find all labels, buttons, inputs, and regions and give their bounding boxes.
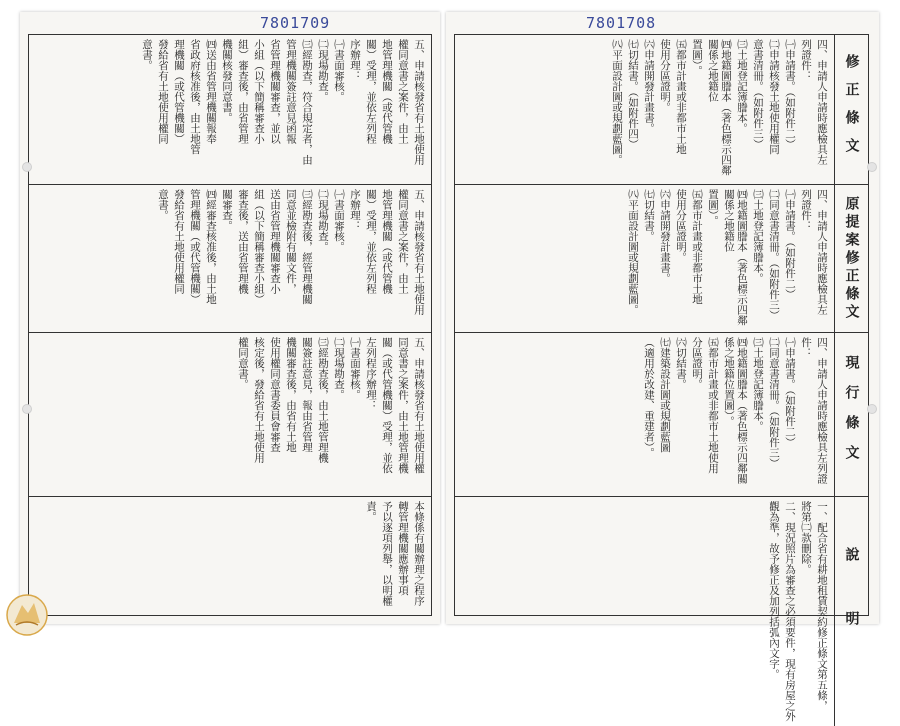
text-line: ㈡現場勘查。 bbox=[317, 189, 329, 252]
text-line: 機關審查後，由省有土地 bbox=[285, 337, 297, 453]
text-line: 序辦理： bbox=[349, 189, 361, 231]
text-line: ㈠書面審核。 bbox=[333, 39, 345, 102]
text-line: ㈠書面審核。 bbox=[333, 189, 345, 252]
text-line: 核定後，發給省有土地使用 bbox=[253, 337, 265, 463]
text-line: ㈢經勘查，符合規定者，由 bbox=[301, 39, 313, 165]
text-line: 權同意書之案件，由土 bbox=[397, 39, 409, 144]
left-page bbox=[20, 12, 440, 624]
text-line: 四、申請人申請時應檢具左列證 bbox=[816, 337, 828, 484]
text-line: （適用於改建、重建者）。 bbox=[643, 337, 655, 458]
text-line: 二、現況照片為審查之必須要件，現有房屋之外 bbox=[784, 501, 796, 722]
right-cell-original-proposal bbox=[455, 185, 834, 332]
right-cell-explanation bbox=[455, 497, 834, 726]
left-cell-explanation bbox=[29, 497, 431, 615]
text-line: ㈥申請開發計畫書。 bbox=[659, 189, 671, 284]
text-line: ㈢土地登記簿謄本。 bbox=[736, 39, 748, 134]
text-line: 管理機關簽註意見函報 bbox=[285, 39, 297, 144]
text-line: ㈡申請核發土地使用權同 bbox=[768, 39, 780, 155]
text-line: ㈥切結書。 bbox=[675, 337, 687, 390]
text-line: 關（或代管機關）受理，並依 bbox=[381, 337, 393, 474]
left-page-number: 7801709 bbox=[260, 14, 331, 32]
text-line: ㈠申請書。（如附件二） bbox=[784, 189, 796, 300]
text-line: 權同意書。 bbox=[237, 337, 249, 390]
binding-hole bbox=[22, 162, 32, 172]
text-line: 本條係有關辦理之程序 bbox=[413, 501, 425, 606]
text-line: ㈣地籍圖謄本（著色標示四鄰關係之地籍位置圖）。 bbox=[723, 337, 748, 484]
text-line: ㈠申請書。（如附件二） bbox=[784, 39, 796, 150]
binding-hole bbox=[867, 404, 877, 414]
text-line: 五、申請核發省有土地使用權 bbox=[413, 337, 425, 474]
text-line: 關簽註意見，報由省管理 bbox=[301, 337, 313, 453]
text-line: 省管理機關審查，並以 bbox=[269, 39, 281, 144]
text-line: 列證件： bbox=[800, 39, 812, 81]
text-line: 四、申請人申請時應檢具左 bbox=[816, 189, 828, 315]
text-line: 四、申請人申請時應檢具左 bbox=[816, 39, 828, 165]
text-line: 使用權同意書委員會審查 bbox=[269, 337, 281, 453]
right-row-explanation bbox=[455, 497, 868, 726]
binding-hole bbox=[867, 162, 877, 172]
text-line: ㈦建築設計圖或規劃藍圖 bbox=[659, 337, 671, 453]
left-row-explanation bbox=[29, 497, 431, 615]
text-line: 管理機關（或代管機關） bbox=[189, 189, 201, 305]
text-line: ㈤都市計畫或非都市土地使用 bbox=[707, 337, 719, 474]
text-line: ㈤都市計畫或非都市土地 bbox=[675, 39, 687, 155]
left-cell-original-proposal bbox=[29, 185, 431, 332]
text-line: 使用分區證明。 bbox=[659, 39, 671, 113]
text-line: 地管理機關（或代管機 bbox=[381, 39, 393, 144]
text-line: 觀為準，故予修正及加列括弧內文字。 bbox=[768, 501, 780, 680]
text-line: 分區證明。 bbox=[691, 337, 703, 390]
text-line: ㈤都市計畫或非都市土地 bbox=[691, 189, 703, 305]
left-cell-amended bbox=[29, 35, 431, 184]
text-line: 轉管理機關應辦事項 bbox=[397, 501, 409, 596]
text-line: ㈣地籍圖謄本（著色標示四鄰關係之地籍位 bbox=[723, 189, 748, 326]
left-row-current bbox=[29, 333, 431, 497]
text-line: ㈡現場勘查。 bbox=[317, 39, 329, 102]
row-label-original-proposal: 原提案修正條文 bbox=[834, 185, 868, 332]
text-line: 省政府核准後，由土地管 bbox=[189, 39, 201, 155]
text-line: 機關核發同意書。 bbox=[221, 39, 233, 123]
text-line: 送由省管理機關審查小 bbox=[269, 189, 281, 294]
text-line: 發給省有土地使用權同 bbox=[157, 39, 169, 144]
left-cell-current bbox=[29, 333, 431, 496]
text-line: 置圖）。 bbox=[707, 189, 719, 226]
text-line: ㈦切結書。（如附件四） bbox=[627, 39, 639, 150]
text-line: 左列程序辦理： bbox=[365, 337, 377, 411]
text-line: ㈢經勘查後，由土地管理機 bbox=[317, 337, 329, 463]
right-comparison-table bbox=[454, 34, 869, 722]
text-line: ㈥申請開發計畫書。 bbox=[643, 39, 655, 134]
text-line: 地管理機關（或代管機 bbox=[381, 189, 393, 294]
text-line: 組（以下簡稱審查小組） bbox=[253, 189, 265, 305]
text-line: ㈦切結書。 bbox=[643, 189, 655, 242]
right-cell-current bbox=[455, 333, 834, 496]
text-line: 五、申請核發省有土地使用 bbox=[413, 189, 425, 315]
archive-logo-icon bbox=[2, 593, 52, 637]
text-line: 同意並檢附有關文件， bbox=[285, 189, 297, 294]
text-line: 將第㈡款刪除。 bbox=[800, 501, 812, 575]
text-line: 意書。 bbox=[157, 189, 169, 221]
text-line: 關）受理，並依左列程 bbox=[365, 189, 377, 294]
text-line: ㈢經勘查後，經管理機關 bbox=[301, 189, 313, 305]
text-line: 意書。 bbox=[141, 39, 153, 71]
right-row-amended bbox=[455, 35, 868, 185]
text-line: 件： bbox=[800, 337, 812, 358]
right-cell-amended bbox=[455, 35, 834, 184]
text-line: 意書清冊。（如附件三） bbox=[752, 39, 764, 150]
text-line: 五、申請核發省有土地使用 bbox=[413, 39, 425, 165]
text-line: 審查後，送由省管理機 bbox=[237, 189, 249, 294]
text-line: 置圖）。 bbox=[691, 39, 703, 76]
text-line: ㈡現場勘查。 bbox=[333, 337, 345, 400]
left-row-amended bbox=[29, 35, 431, 185]
text-line: 使用分區證明。 bbox=[675, 189, 687, 263]
text-line: 同意書之案件，由土地管理機 bbox=[397, 337, 409, 474]
text-line: ㈡同意書清冊。（如附件三） bbox=[768, 189, 780, 321]
text-line: ㈣經審查核准後，由土地 bbox=[205, 189, 217, 305]
text-line: 權同意書之案件，由土 bbox=[397, 189, 409, 294]
text-line: 予以逐項列舉，以明權 bbox=[381, 501, 393, 606]
right-row-original-proposal bbox=[455, 185, 868, 333]
text-line: 發給省有土地使用權同 bbox=[173, 189, 185, 294]
row-label-current: 現行條文 bbox=[834, 333, 868, 496]
text-line: ㈢土地登記簿謄本。 bbox=[752, 189, 764, 284]
text-line: 關審查。 bbox=[221, 189, 233, 231]
text-line: 列證件： bbox=[800, 189, 812, 231]
text-line: ㈣送由省管理機關報奉 bbox=[205, 39, 217, 144]
text-line: ㈢土地登記簿謄本。 bbox=[752, 337, 764, 432]
right-page bbox=[446, 12, 879, 722]
text-line: ㈠書面審核。 bbox=[349, 337, 361, 400]
binding-hole bbox=[22, 404, 32, 414]
text-line: ㈧平面設計圖或規劃藍圖。 bbox=[611, 39, 623, 165]
text-line: 序辦理： bbox=[349, 39, 361, 81]
text-line: 小組（以下簡稱審查小 bbox=[253, 39, 265, 144]
left-row-original-proposal bbox=[29, 185, 431, 333]
text-line: ㈡同意書清冊。（如附件三） bbox=[768, 337, 780, 469]
text-line: 理機關（或代管機關） bbox=[173, 39, 185, 144]
text-line: ㈧平面設計圖或規劃藍圖。 bbox=[627, 189, 639, 315]
text-line: 關）受理，並依左列程 bbox=[365, 39, 377, 144]
text-line: 一、配合省有耕地租賃契約修正條文第五條， bbox=[816, 501, 828, 711]
right-page-number: 7801708 bbox=[586, 14, 657, 32]
right-row-current bbox=[455, 333, 868, 497]
text-line: ㈣地籍圖謄本（著色標示四鄰關係之地籍位 bbox=[707, 39, 732, 176]
left-comparison-table bbox=[28, 34, 432, 616]
text-line: ㈠申請書。（如附件二） bbox=[784, 337, 796, 448]
text-line: 責。 bbox=[365, 501, 377, 522]
row-label-amended: 修正條文 bbox=[834, 35, 868, 184]
row-label-explanation: 說明 bbox=[834, 497, 868, 726]
text-line: 組）審查後，由省管理 bbox=[237, 39, 249, 144]
